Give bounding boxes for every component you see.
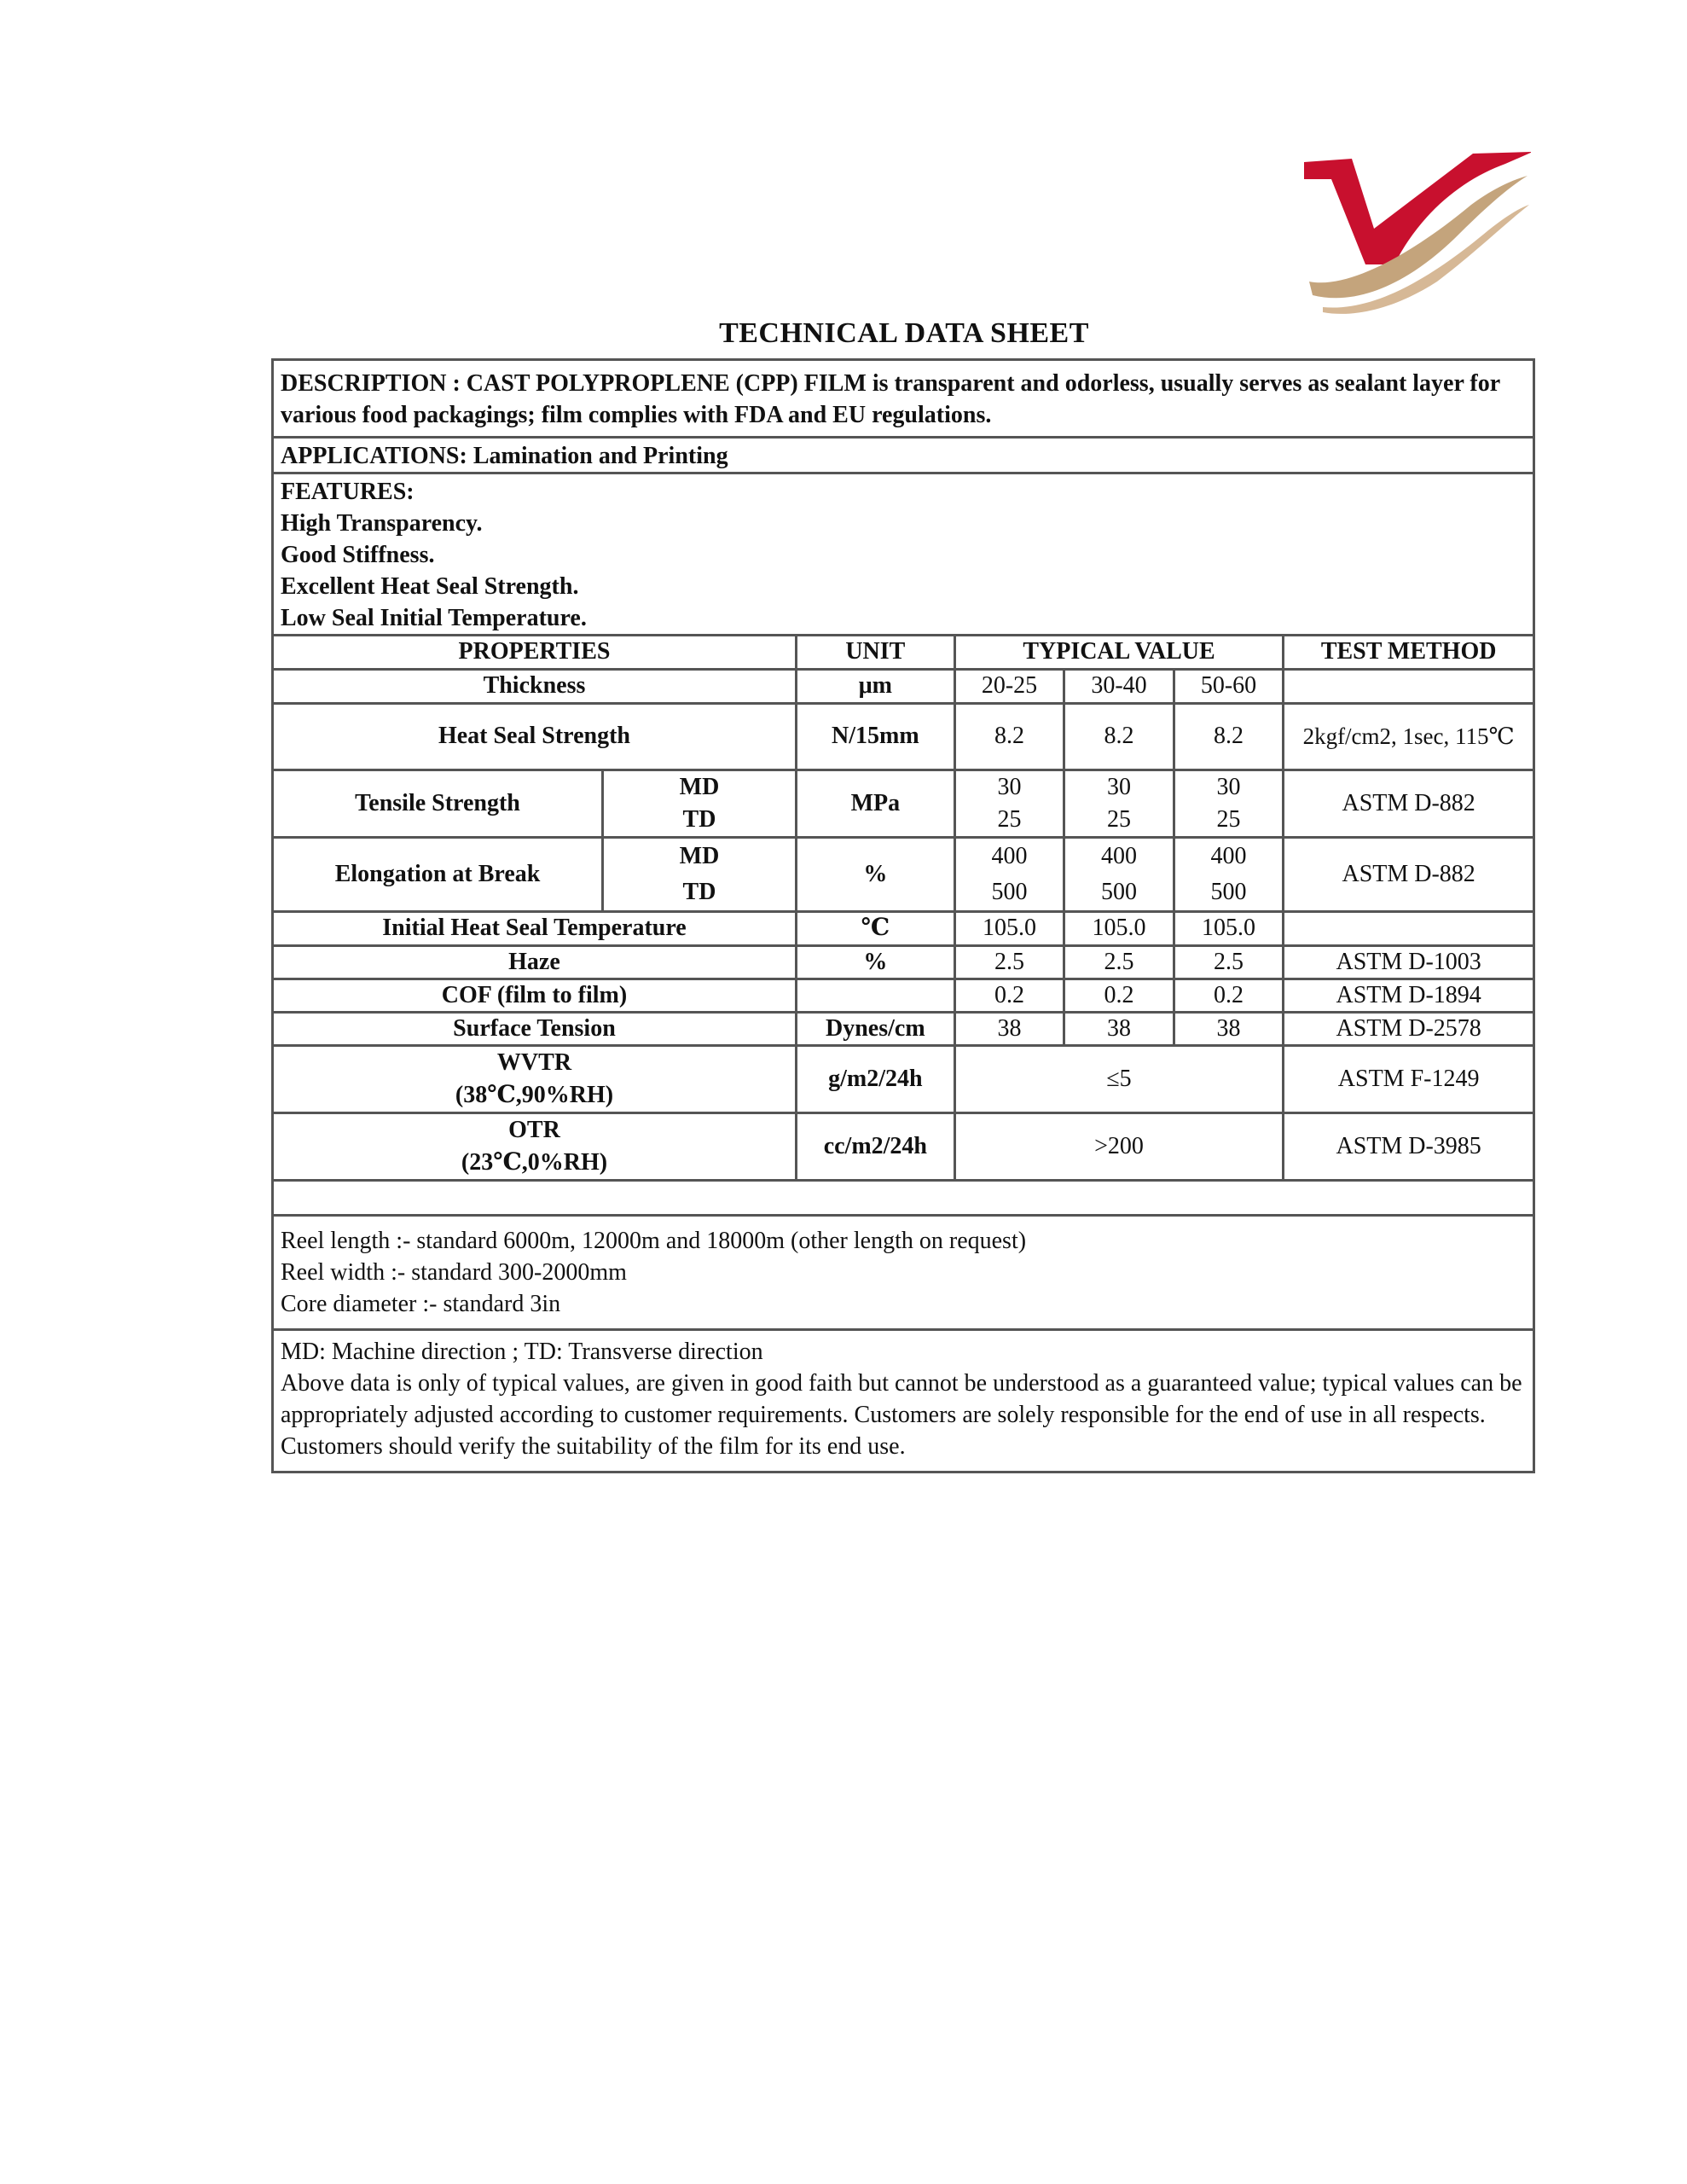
value-cell: 105.0 <box>1064 911 1174 945</box>
value-cell: 105.0 <box>954 911 1064 945</box>
md-value: 400 <box>991 842 1028 869</box>
value-cell: 38 <box>1174 1012 1284 1045</box>
otr-label: OTR <box>508 1116 560 1143</box>
method-cell: ASTM D-1894 <box>1284 979 1533 1012</box>
value-cell: 105.0 <box>1174 911 1284 945</box>
properties-table <box>274 636 1533 1214</box>
row-otr <box>274 1112 1533 1180</box>
md-value: 400 <box>1100 842 1137 869</box>
value-cell: 38 <box>1064 1012 1174 1045</box>
feature-item: High Transparency. <box>281 510 483 537</box>
prop-label: Surface Tension <box>274 1012 796 1045</box>
method-cell: ASTM D-2578 <box>1284 1012 1533 1045</box>
reel-specs <box>274 1217 1533 1331</box>
core-diameter: Core diameter :- standard 3in <box>281 1291 561 1317</box>
value-cell <box>954 837 1064 911</box>
method-cell: ASTM D-1003 <box>1284 945 1533 979</box>
method-cell <box>1284 911 1533 945</box>
value-cell: ≤5 <box>954 1045 1284 1112</box>
value-cell: >200 <box>954 1112 1284 1180</box>
header-properties: PROPERTIES <box>274 636 796 669</box>
method-cell <box>1284 669 1533 703</box>
unit-cell: Dynes/cm <box>796 1012 954 1045</box>
row-elongation-at-break <box>274 837 1533 911</box>
md-value: 30 <box>1106 773 1131 800</box>
unit-cell: N/15mm <box>796 703 954 770</box>
unit-cell <box>796 979 954 1012</box>
prop-label: Heat Seal Strength <box>274 703 796 770</box>
value-cell: 50-60 <box>1174 669 1284 703</box>
prop-label: COF (film to film) <box>274 979 796 1012</box>
unit-cell: MPa <box>796 770 954 837</box>
value-cell: 8.2 <box>954 703 1064 770</box>
row-initial-heat-seal-temperature <box>274 911 1533 945</box>
direction-cell <box>603 770 797 837</box>
td-value: 500 <box>991 878 1028 905</box>
value-cell: 20-25 <box>954 669 1064 703</box>
td-value: 500 <box>1210 878 1247 905</box>
value-cell: 2.5 <box>1174 945 1284 979</box>
features <box>274 474 1533 636</box>
value-cell <box>1174 837 1284 911</box>
value-cell: 2.5 <box>1064 945 1174 979</box>
unit-cell: cc/m2/24h <box>796 1112 954 1180</box>
md-value: 30 <box>997 773 1022 800</box>
notes <box>274 1331 1533 1471</box>
method-cell: ASTM D-3985 <box>1284 1112 1533 1180</box>
unit-cell: g/m2/24h <box>796 1045 954 1112</box>
value-cell: 0.2 <box>954 979 1064 1012</box>
prop-label: Thickness <box>274 669 796 703</box>
header-unit: UNIT <box>796 636 954 669</box>
row-haze <box>274 945 1533 979</box>
properties-section <box>274 636 1533 1217</box>
td-value: 25 <box>1216 805 1241 833</box>
method-cell: ASTM D-882 <box>1284 770 1533 837</box>
row-heat-seal-strength <box>274 703 1533 770</box>
method-cell: ASTM F-1249 <box>1284 1045 1533 1112</box>
feature-item: Low Seal Initial Temperature. <box>281 605 587 631</box>
otr-conditions: (23℃,0%RH) <box>461 1148 608 1176</box>
td-value: 25 <box>997 805 1022 833</box>
row-thickness <box>274 669 1533 703</box>
value-cell <box>954 770 1064 837</box>
data-sheet <box>271 358 1535 1473</box>
md-value: 400 <box>1210 842 1247 869</box>
unit-cell: μm <box>796 669 954 703</box>
row-surface-tension <box>274 1012 1533 1045</box>
value-cell <box>1174 770 1284 837</box>
reel-length: Reel length :- standard 6000m, 12000m and 18000m (other length on request) <box>281 1228 1027 1254</box>
value-cell <box>1064 770 1174 837</box>
md-value: 30 <box>1216 773 1241 800</box>
value-cell: 8.2 <box>1064 703 1174 770</box>
applications: APPLICATIONS: Lamination and Printing <box>274 439 1533 474</box>
prop-label <box>274 1112 796 1180</box>
spacer-row <box>274 1180 1533 1214</box>
row-wvtr <box>274 1045 1533 1112</box>
method-cell: 2kgf/cm2, 1sec, 115℃ <box>1284 703 1533 770</box>
description: DESCRIPTION : CAST POLYPROPLENE (CPP) FILM is transparent and odorless, usually serves as sealant layer for various food packagings; film complies with FDA and EU regulations. <box>274 361 1533 439</box>
abbreviations-note: MD: Machine direction ; TD: Transverse direction <box>281 1339 763 1365</box>
spacer-cell <box>274 1180 1533 1214</box>
prop-label: Haze <box>274 945 796 979</box>
value-cell: 0.2 <box>1064 979 1174 1012</box>
td-label: TD <box>682 878 716 905</box>
row-tensile-strength <box>274 770 1533 837</box>
reel-width: Reel width :- standard 300-2000mm <box>281 1259 627 1286</box>
unit-cell: % <box>796 837 954 911</box>
feature-item: Good Stiffness. <box>281 542 435 568</box>
table-header-row <box>274 636 1533 669</box>
td-value: 500 <box>1100 878 1137 905</box>
header-typical-value: TYPICAL VALUE <box>954 636 1284 669</box>
features-heading: FEATURES: <box>281 479 415 505</box>
wvtr-label: WVTR <box>496 1048 572 1076</box>
feature-item: Excellent Heat Seal Strength. <box>281 573 579 600</box>
md-label: MD <box>679 773 720 800</box>
wvtr-conditions: (38℃,90%RH) <box>455 1081 614 1108</box>
prop-label: Initial Heat Seal Temperature <box>274 911 796 945</box>
value-cell: 38 <box>954 1012 1064 1045</box>
document-title: TECHNICAL DATA SHEET <box>719 317 1089 349</box>
company-logo <box>1292 145 1531 316</box>
prop-label: Tensile Strength <box>274 770 603 837</box>
td-label: TD <box>682 805 716 833</box>
md-label: MD <box>679 842 720 869</box>
direction-cell <box>603 837 797 911</box>
disclaimer: Above data is only of typical values, are given in good faith but cannot be understood as a guaranteed value; typical values can be appropriately adjusted according to customer requirements. Customers are solely responsible for the end of use in all respects. Customers should verify the suitability of the film for its end use. <box>281 1370 1522 1460</box>
value-cell: 0.2 <box>1174 979 1284 1012</box>
header-test-method: TEST METHOD <box>1284 636 1533 669</box>
prop-label <box>274 1045 796 1112</box>
value-cell: 8.2 <box>1174 703 1284 770</box>
value-cell: 30-40 <box>1064 669 1174 703</box>
td-value: 25 <box>1106 805 1131 833</box>
unit-cell: % <box>796 945 954 979</box>
row-cof <box>274 979 1533 1012</box>
unit-cell: ℃ <box>796 911 954 945</box>
value-cell <box>1064 837 1174 911</box>
prop-label: Elongation at Break <box>274 837 603 911</box>
method-cell: ASTM D-882 <box>1284 837 1533 911</box>
value-cell: 2.5 <box>954 945 1064 979</box>
